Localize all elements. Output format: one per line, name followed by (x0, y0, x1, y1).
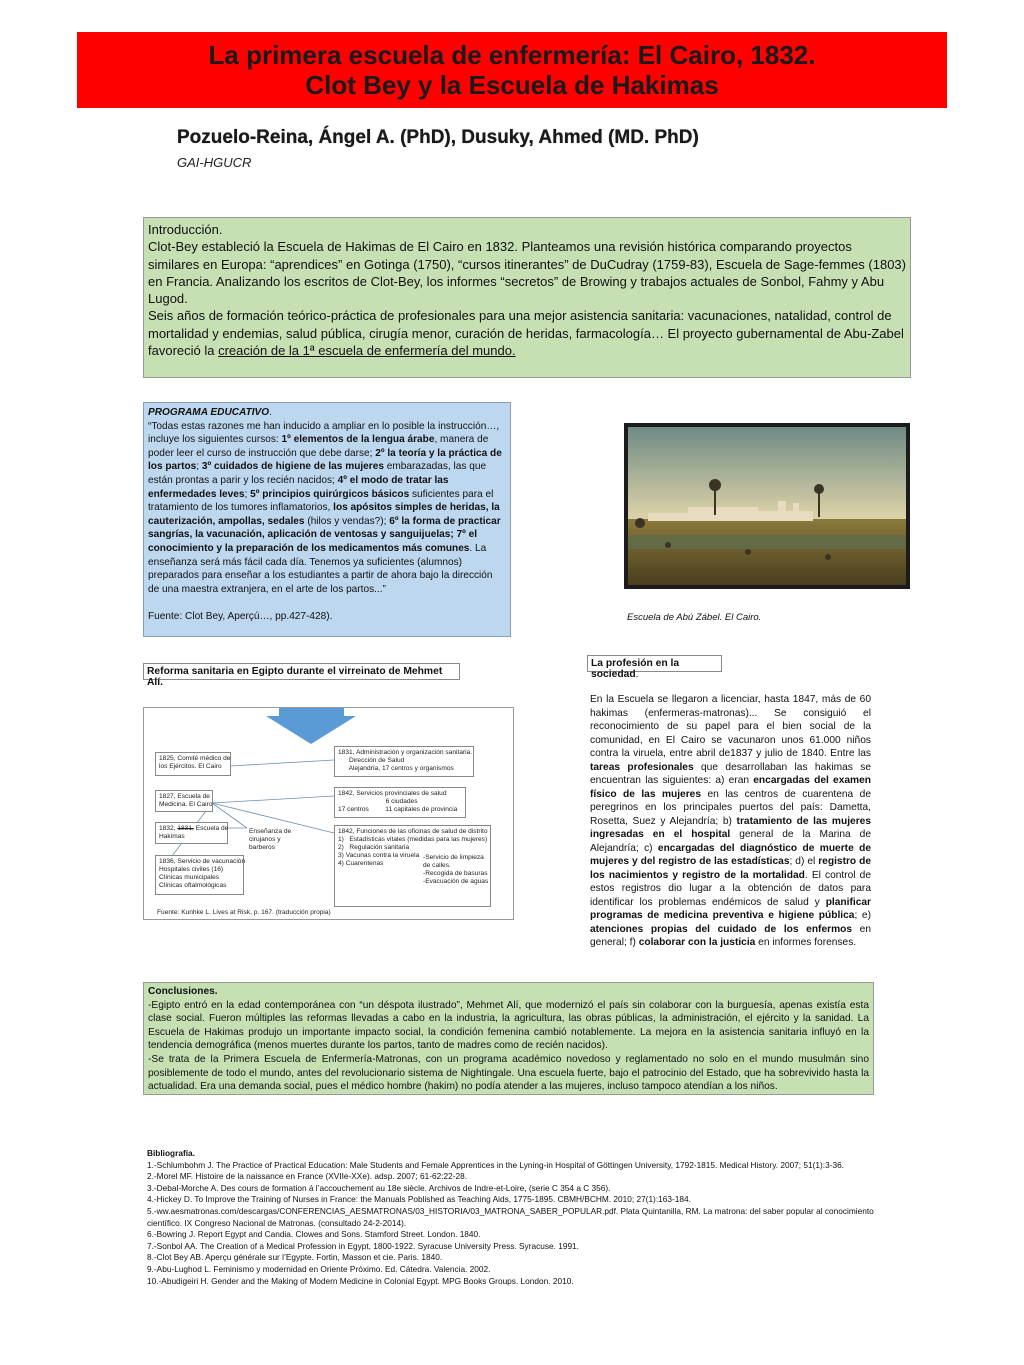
authors: Pozuelo-Reina, Ángel A. (PhD), Dusuky, Ahmed (MD. PhD) (177, 127, 699, 148)
profesion-title: La profesión en la sociedad. (587, 655, 722, 672)
programa-heading: PROGRAMA EDUCATIVO (148, 407, 270, 418)
intro-paragraph-2: Seis años de formación teórico-práctica de profesionales para una mejor asistencia sanitaria: vacunaciones, natalidad, control de mortalidad y endemias, salud pública, cirugía menor, curación de heridas, farmacología… El proyecto gubernamental de Abu-Zabel favoreció la creación de la 1ª escuela de enfermería del mundo. (148, 308, 904, 359)
profesion-text: En la Escuela se llegaron a licenciar, hasta 1847, más de 60 hakimas (enfermeras-matronas)... Se consiguió el reconocimiento de su papel para el bien social de la comunidad, en El Cairo se vacunaron unos 61.000 niños contra la viruela, entre abril de1837 y julio de 1840. Entre las tareas profesionales que desarrollaban las hakimas se encuentran las siguientes: a) eran encargadas del examen físico de las mujeres en las centros de cuarentena de peregrinos en los principales puertos del país: Dametta, Rosetta, Suez y Alejandría; b) tratamiento de las mujeres ingresadas en el hospital general de la Marina de Alejandría; c) encargadas del diagnóstico de muerte de mujeres y del registro de las estadísticas; d) el registro de los nacimientos y registro de la mortalidad. El control de estos registros dio lugar a la obtención de datos para identificar los problemas endémicos de salud y planificar programas de medicina preventiva e higiene pública; e) atenciones propias del cuidado de los enfermos en general; f) colaborar con la justicia en informes forenses. (590, 694, 871, 948)
node-1827: 1827, Escuela de Medicina. El Cairo (155, 790, 213, 812)
intro-highlight: creación de la 1ª escuela de enfermería del mundo. (218, 343, 516, 359)
node-1842-district: 1842, Funciones de las oficinas de salud de distrito 1) Estadísticas vitales (medidas para las mujeres) 2) Regulación sanitaria 3) Vacunas contra la viruela 4) Cuarentenas (334, 825, 491, 907)
node-1831: 1831, Administración y organización sanitaria. Dirección de Salud Alejandría, 17 centros y organismos (334, 746, 474, 777)
bibliography-item: 10.-Abudigeiri H. Gender and the Making of Modern Medicine in Colonial Egypt. MPG Books Groups. London. 2010. (147, 1275, 574, 1286)
conclusion-2: -Se trata de la Primera Escuela de Enfermería-Matronas, con un programa académico novedoso y reglamentado no solo en el mundo musulmán sino posiblemente de todo el mundo, antes del revolucionario sistema de Nightingale. Una escuela fuerte, bajo el patrocinio del Estado, que ha sobrevivido hasta la actualidad. Era una demanda social, pues el médico hombre (hakim) no podía atender a las mujeres, incluso tampoco atendían a los niños. (148, 1053, 869, 1093)
bibliography-item: 3.-Debal-Morche A. Des cours de formation á l’accouchement au 18e siècle. Archivos de Indre-et-Loire, (serie C 354 a C 356). (147, 1182, 611, 1193)
bibliography-item: 2.-Morel MF. Histoire de la naissance en France (XVIIe-XXe). adsp. 2007; 61-62:22-28. (147, 1171, 468, 1182)
bibliography-item: 1.-Schlumbohm J. The Practice of Practical Education: Male Students and Female Apprentices in the Lyning-in Hospital of Göttingen University, 1792-1815. Medical History. 2007; 51(1):3-36. (147, 1159, 844, 1170)
school-painting-image (624, 423, 910, 589)
node-1836: 1836, Servicio de vacunación Hospitales civiles (16) Clínicas municipales Clínicas oftalmológicas (155, 855, 244, 895)
bibliography-item: 9.-Abu-Lughod L. Feminismo y modernidad en Oriente Próximo. Ed. Cátedra. Valencia. 2002. (147, 1263, 491, 1274)
programa-quote: “Todas estas razones me han inducido a ampliar en lo posible la instrucción…, incluye los siguientes cursos: 1º elementos de la lengua árabe, manera de poder leer el curso de instrucción que debe darse; 2º la teoría y la práctica de los partos; 3º cuidados de higiene de las mujeres embarazadas, las que están prontas a parir y los recién nacidos; 4º el modo de tratar las enfermedades leves; 5º principios quirúrgicos básicos suficientes para el tratamiento de los tumores inflamatorios, los apósitos simples de heridas, la cauterización, ampollas, sedales (hilos y vendas?); 6º la forma de practicar sangrías, la vacunación, aplicación de ventosas y sanguijuelas; 7º el conocimiento y la preparación de los medicamentos más comunes. La enseñanza será más fácil cada día. Tenemos ya suficientes (alumnos) preparados para enseñar a los estudiantes a partir de ahora bajo la dirección de una maestra extranjera, en el arte de los partos...” (148, 420, 502, 595)
programa-source: Fuente: Clot Bey, Aperçú…, pp.427-428). (148, 610, 333, 622)
diagram-source: Fuente: Kunhke L. Lives at Risk, p. 167. (traducción propia) (157, 909, 331, 916)
bibliography-item: 7.-Sonbol AA. The Creation of a Medical Profession in Egypt, 1800-1922. Syracuse University Press. Syracuse. 1991. (147, 1240, 579, 1251)
node-1832: 1832, 1831, Escuela de Hakimas (155, 822, 228, 844)
intro-section (143, 217, 911, 378)
node-regulacion-list: -Servicio de limpieza de calles. -Recogida de basuras -Evacuación de aguas (423, 854, 489, 885)
conclusiones-heading: Conclusiones. (148, 986, 218, 997)
node-1825: 1825, Comité médico de los Ejércitos. El Cairo (155, 752, 231, 776)
node-ensenanza: Enseñanza de cirujanos y barberos (249, 828, 292, 851)
bibliography-item: 6.-Bowring J. Report Egypt and Candia. Clowes and Sons. Stamford Street. London. 1840. (147, 1229, 481, 1240)
conclusion-1: -Egipto entró en la edad contemporánea con “un déspota ilustrado”, Mehmet Alí, que modernizó el país sin colaborar con la burguesía, apenas existía esta clase social. Fueron múltiples las reformas llevadas a cabo en la industria, la agricultura, las obras públicas, la administración, el ejército y la sanidad. La Escuela de Hakimas produjo un importante impacto social, la condición femenina cambió notablemente. La mejora en la asistencia sanitaria influyó en la tendencia demográfica (menos muertes durante los partos, tanto de madres como de recién nacidos). (148, 999, 869, 1052)
intro-paragraph-1: Clot-Bey estableció la Escuela de Hakimas de El Cairo en 1832. Planteamos una revisión histórica comparando proyectos similares en Europa: “aprendices” en Gotinga (1750), “cursos itinerantes” de DuCudray (1759-83), Escuela de Sage-femmes (1803) en Francia. Analizando los escritos de Clot-Bey, los informes “secretos” de Browing y trabajos actuales de Sonbol, Fahmy y Abu Lugod. (148, 239, 906, 307)
bibliography-item: 8.-Clot Bey AB. Aperçu générale sur l’Egypte. Fortin, Masson et cie. Paris. 1840. (147, 1252, 443, 1263)
conclusiones-section (143, 982, 874, 1095)
bibliography-item: 4.-Hickey D. To Improve the Training of Nurses in France: the Manuals Poblished as Teaching Aids, 1775-1895. CBMH/BCHM. 2010; 27(1):163-184. (147, 1194, 691, 1205)
reforma-title: Reforma sanitaria en Egipto durante el virreinato de Mehmet Alí. (143, 663, 460, 680)
intro-heading: Introducción. (148, 222, 223, 237)
title-banner (77, 32, 947, 108)
reforma-diagram (143, 707, 514, 920)
arrow-down-icon (266, 708, 356, 744)
bibliografia-section (147, 1148, 877, 1287)
bibliography-item: 5.-ww.aesmatronas.com/descargas/CONFERENCIAS_AESMATRONAS/03_HISTORIA/03_MATRONA_SABER_POPULAR.pdf. Plata Quintanilla, RM. La matrona: del saber popular al conocimiento científico. IX Congreso Nacional de Matronas. (consultado 24-2-2014). (147, 1205, 874, 1228)
photo-caption: Escuela de Abú Zábel. El Cairo. (627, 612, 762, 623)
node-1842-provincial: 1842, Servicios provinciales de salud 6 ciudades 17 centros 11 capitales de provincia (334, 787, 466, 818)
programa-educativo-section: PROGRAMA EDUCATIVO. “Todas estas razones me han inducido a ampliar en lo posible la instrucción…, incluye los siguientes cursos: 1º elementos de la lengua árabe, manera de poder leer el curso de instrucción que debe darse; 2º la teoría y la práctica de los partos; 3º cuidados de higiene de las mujeres embarazadas, las que están prontas a parir y los recién nacidos; 4º el modo de tratar las enfermedades leves; 5º principios quirúrgicos básicos suficientes para el tratamiento de los tumores inflamatorios, los apósitos simples de heridas, la cauterización, ampollas, sedales (hilos y vendas?); 6º la forma de practicar sangrías, la vacunación, aplicación de ventosas y sanguijuelas; 7º el conocimiento y la preparación de los medicamentos más comunes. La enseñanza será más fácil cada día. Tenemos ya suficientes (alumnos) preparados para enseñar a los estudiantes a partir de ahora bajo la dirección de una maestra extranjera, en el arte de los partos...” Fuente: Clot Bey, Aperçú…, pp.427-428). (143, 402, 511, 637)
bibliografia-heading: Bibliografía. (147, 1148, 195, 1158)
affiliation: GAI-HGUCR (177, 155, 252, 170)
poster-title-line1: La primera escuela de enfermería: El Cairo, 1832. (208, 40, 816, 70)
poster-title-line2: Clot Bey y la Escuela de Hakimas (305, 70, 719, 100)
